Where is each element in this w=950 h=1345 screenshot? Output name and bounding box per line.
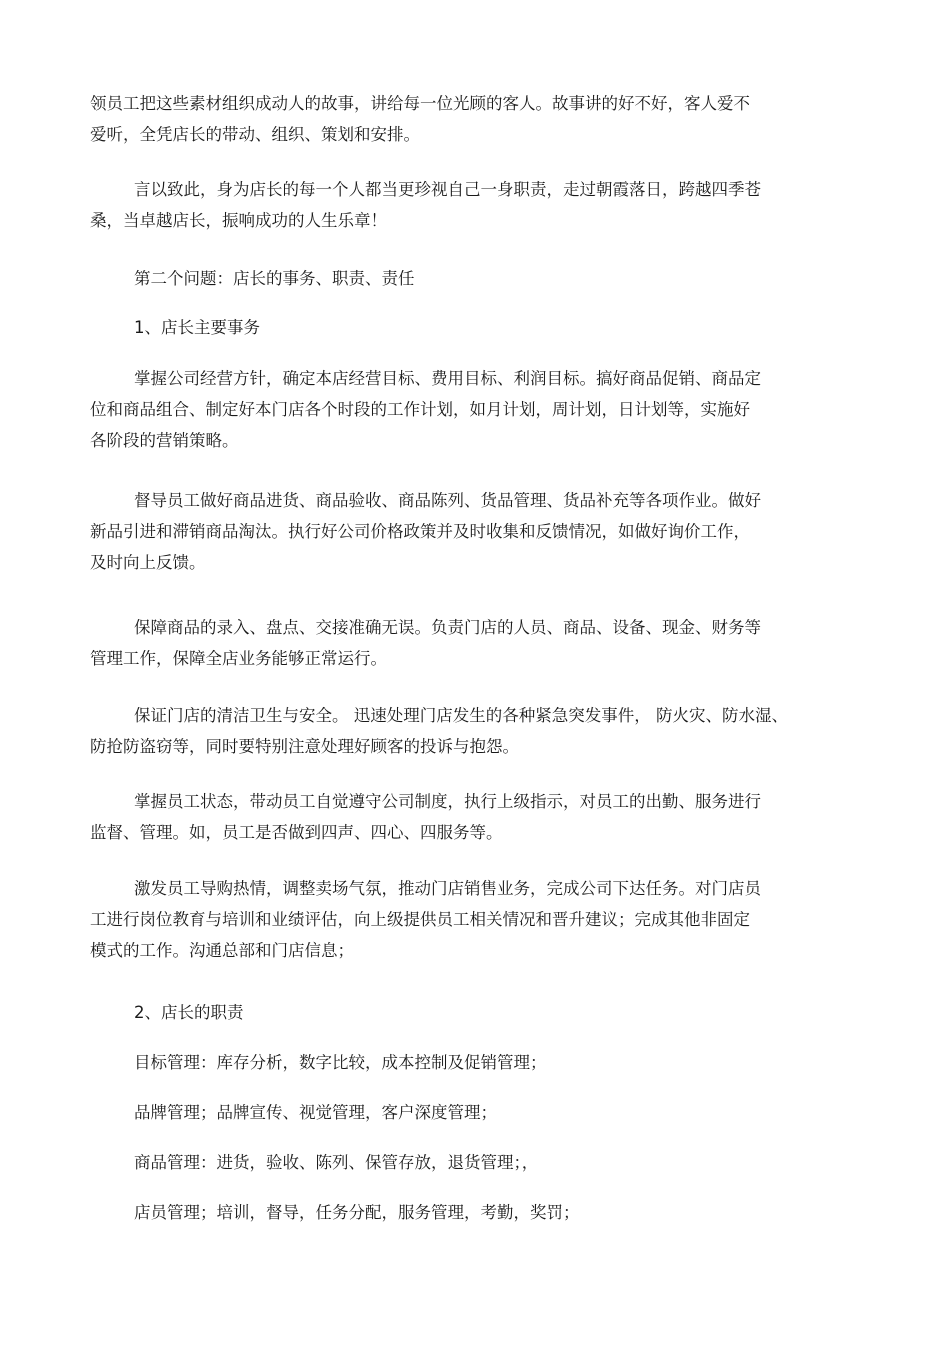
text-line: 管理工作，保障全店业务能够正常运行。 bbox=[90, 649, 387, 668]
subheading-main-affairs bbox=[90, 312, 820, 343]
item-brand-management bbox=[90, 1097, 820, 1128]
section-heading-question-two bbox=[90, 263, 820, 294]
paragraph-inventory-accuracy bbox=[90, 612, 820, 674]
text-line: 商品管理：进货，验收、陈列、保管存放，退货管理；， bbox=[134, 1153, 539, 1172]
text-line: 店员管理；培训，督导，任务分配，服务管理，考勤，奖罚； bbox=[134, 1203, 580, 1222]
text-line: 及时向上反馈。 bbox=[90, 553, 206, 572]
text-line: 桑，当卓越店长，振响成功的人生乐章！ bbox=[90, 211, 387, 230]
paragraph-business-targets bbox=[90, 363, 820, 456]
text-line: 2、店长的职责 bbox=[134, 1003, 244, 1022]
text-line: 监督、管理。如，员工是否做到四声、四心、四服务等。 bbox=[90, 823, 503, 842]
paragraph-story-telling bbox=[90, 88, 820, 150]
paragraph-motivate-staff bbox=[90, 873, 820, 966]
text-line: 第二个问题：店长的事务、职责、责任 bbox=[134, 269, 415, 288]
item-goods-management bbox=[90, 1147, 820, 1178]
text-line: 位和商品组合、制定好本门店各个时段的工作计划，如月计划，周计划，日计划等，实施好 bbox=[90, 400, 750, 419]
text-line: 1、店长主要事务 bbox=[134, 318, 260, 337]
text-line: 新品引进和滞销商品淘汰。执行好公司价格政策并及时收集和反馈情况，如做好询价工作， bbox=[90, 522, 750, 541]
text-line: 目标管理：库存分析，数字比较，成本控制及促销管理； bbox=[134, 1053, 547, 1072]
text-line: 领员工把这些素材组织成动人的故事，讲给每一位光顾的客人。故事讲的好不好，客人爱不 bbox=[90, 94, 750, 113]
text-line: 防抢防盗窃等，同时要特别注意处理好顾客的投诉与抱怨。 bbox=[90, 737, 519, 756]
text-line: 爱听，全凭店长的带动、组织、策划和安排。 bbox=[90, 125, 420, 144]
text-line: 各阶段的营销策略。 bbox=[90, 431, 239, 450]
paragraph-staff-status bbox=[90, 786, 820, 848]
paragraph-safety bbox=[90, 700, 870, 762]
text-line: 保障商品的录入、盘点、交接准确无误。负责门店的人员、商品、设备、现金、财务等 bbox=[134, 618, 761, 637]
text-line: 言以致此，身为店长的每一个人都当更珍视自己一身职责，走过朝霞落日，跨越四季苍 bbox=[134, 180, 761, 199]
paragraph-conclusion bbox=[90, 174, 820, 236]
text-line: 掌握员工状态，带动员工自觉遵守公司制度，执行上级指示，对员工的出勤、服务进行 bbox=[134, 792, 761, 811]
text-line: 掌握公司经营方针，确定本店经营目标、费用目标、利润目标。搞好商品促销、商品定 bbox=[134, 369, 761, 388]
text-line: 模式的工作。沟通总部和门店信息； bbox=[90, 941, 354, 960]
paragraph-supervise-staff bbox=[90, 485, 820, 578]
text-line: 督导员工做好商品进货、商品验收、商品陈列、货品管理、货品补充等各项作业。做好 bbox=[134, 491, 761, 510]
text-line: 工进行岗位教育与培训和业绩评估，向上级提供员工相关情况和晋升建议；完成其他非固定 bbox=[90, 910, 750, 929]
subheading-manager-duties bbox=[90, 997, 820, 1028]
text-line: 激发员工导购热情，调整卖场气氛，推动门店销售业务，完成公司下达任务。对门店员 bbox=[134, 879, 761, 898]
item-staff-management bbox=[90, 1197, 820, 1228]
text-line: 品牌管理；品牌宣传、视觉管理，客户深度管理； bbox=[134, 1103, 497, 1122]
text-line: 保证门店的清洁卫生与安全。 迅速处理门店发生的各种紧急突发事件， 防火灾、防水湿、 bbox=[134, 706, 788, 725]
item-target-management bbox=[90, 1047, 820, 1078]
